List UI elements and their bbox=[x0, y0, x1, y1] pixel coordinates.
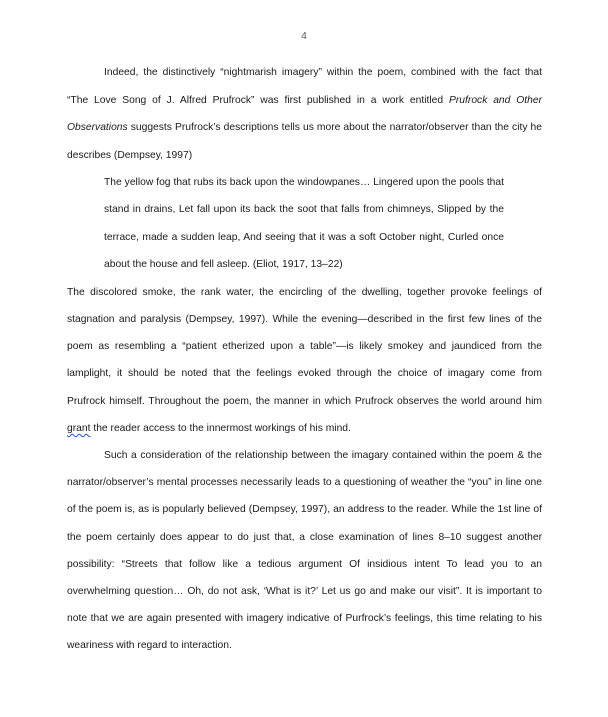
italic-title-part1: Prufrock and Other bbox=[449, 95, 542, 106]
para2-line-4: lamplight, it should be noted that the feelings evoked through the choice of imagary come from bbox=[67, 368, 542, 379]
para3-line-2: narrator/observer’s mental processes necessarily leads to a questioning of weather the “you” in line one bbox=[67, 477, 542, 488]
para2-line-1: The discolored smoke, the rank water, the encircling of the dwelling, together provoke feelings of bbox=[67, 287, 542, 298]
spellcheck-flagged-word[interactable]: grant bbox=[67, 423, 91, 434]
quote-line-4: about the house and fell asleep. (Eliot, 1917, 13–22) bbox=[104, 259, 343, 270]
para1-line-3-text: suggests Prufrock’s descriptions tells us more about the narrator/observer than the city he bbox=[127, 122, 542, 133]
page-number: 4 bbox=[301, 31, 307, 42]
para1-line-4: describes (Dempsey, 1997) bbox=[67, 150, 193, 161]
para3-line-8: weariness with regard to interaction. bbox=[67, 640, 232, 651]
para3-line-6: overwhelming question… Oh, do not ask, ‘What is it?’ Let us go and make our visit”. It is important to bbox=[67, 586, 542, 597]
para3-line-4: the poem certainly does appear to do just that, a close examination of lines 8–10 suggest another bbox=[67, 532, 542, 543]
quote-line-2: stand in drains, Let fall upon its back the soot that falls from chimneys, Slipped by the bbox=[104, 204, 504, 215]
para1-line-2 bbox=[67, 94, 542, 107]
para2-line-3: poem as resembling a “patient etherized upon a table”—is likely smokey and jaundiced from the bbox=[67, 341, 542, 352]
para3-line-1: Such a consideration of the relationship between the imagary contained within the poem & the bbox=[104, 450, 542, 461]
quote-line-3: terrace, made a sudden leap, And seeing that it was a soft October night, Curled once bbox=[104, 232, 504, 243]
para1-line-2-text: “The Love Song of J. Alfred Prufrock” was first published in a work entitled bbox=[67, 95, 449, 106]
para2-line-2: stagnation and paralysis (Dempsey, 1997). While the evening—described in the first few lines of the bbox=[67, 314, 542, 325]
para3-line-3: of the poem is, as is popularly believed (Dempsey, 1997), an address to the reader. While the 1st line of bbox=[67, 504, 542, 515]
para2-line-5: Prufrock himself. Throughout the poem, the manner in which Prufrock observes the world around him bbox=[67, 396, 542, 407]
quote-line-1: The yellow fog that rubs its back upon the windowpanes… Lingered upon the pools that bbox=[104, 177, 504, 188]
para1-line-3 bbox=[67, 121, 542, 134]
para1-line-1: Indeed, the distinctively “nightmarish imagery” within the poem, combined with the fact that bbox=[104, 67, 542, 78]
para3-line-7: note that we are again presented with imagery indicative of Purfrock’s feelings, this time relating to his bbox=[67, 613, 542, 624]
para3-line-5: possibility: “Streets that follow like a tedious argument Of insidious intent To lead you to an bbox=[67, 559, 542, 570]
italic-title-part2: Observations bbox=[67, 122, 128, 133]
para2-line-6-text: the reader access to the innermost workings of his mind. bbox=[90, 423, 351, 434]
para2-line-6 bbox=[67, 422, 542, 435]
